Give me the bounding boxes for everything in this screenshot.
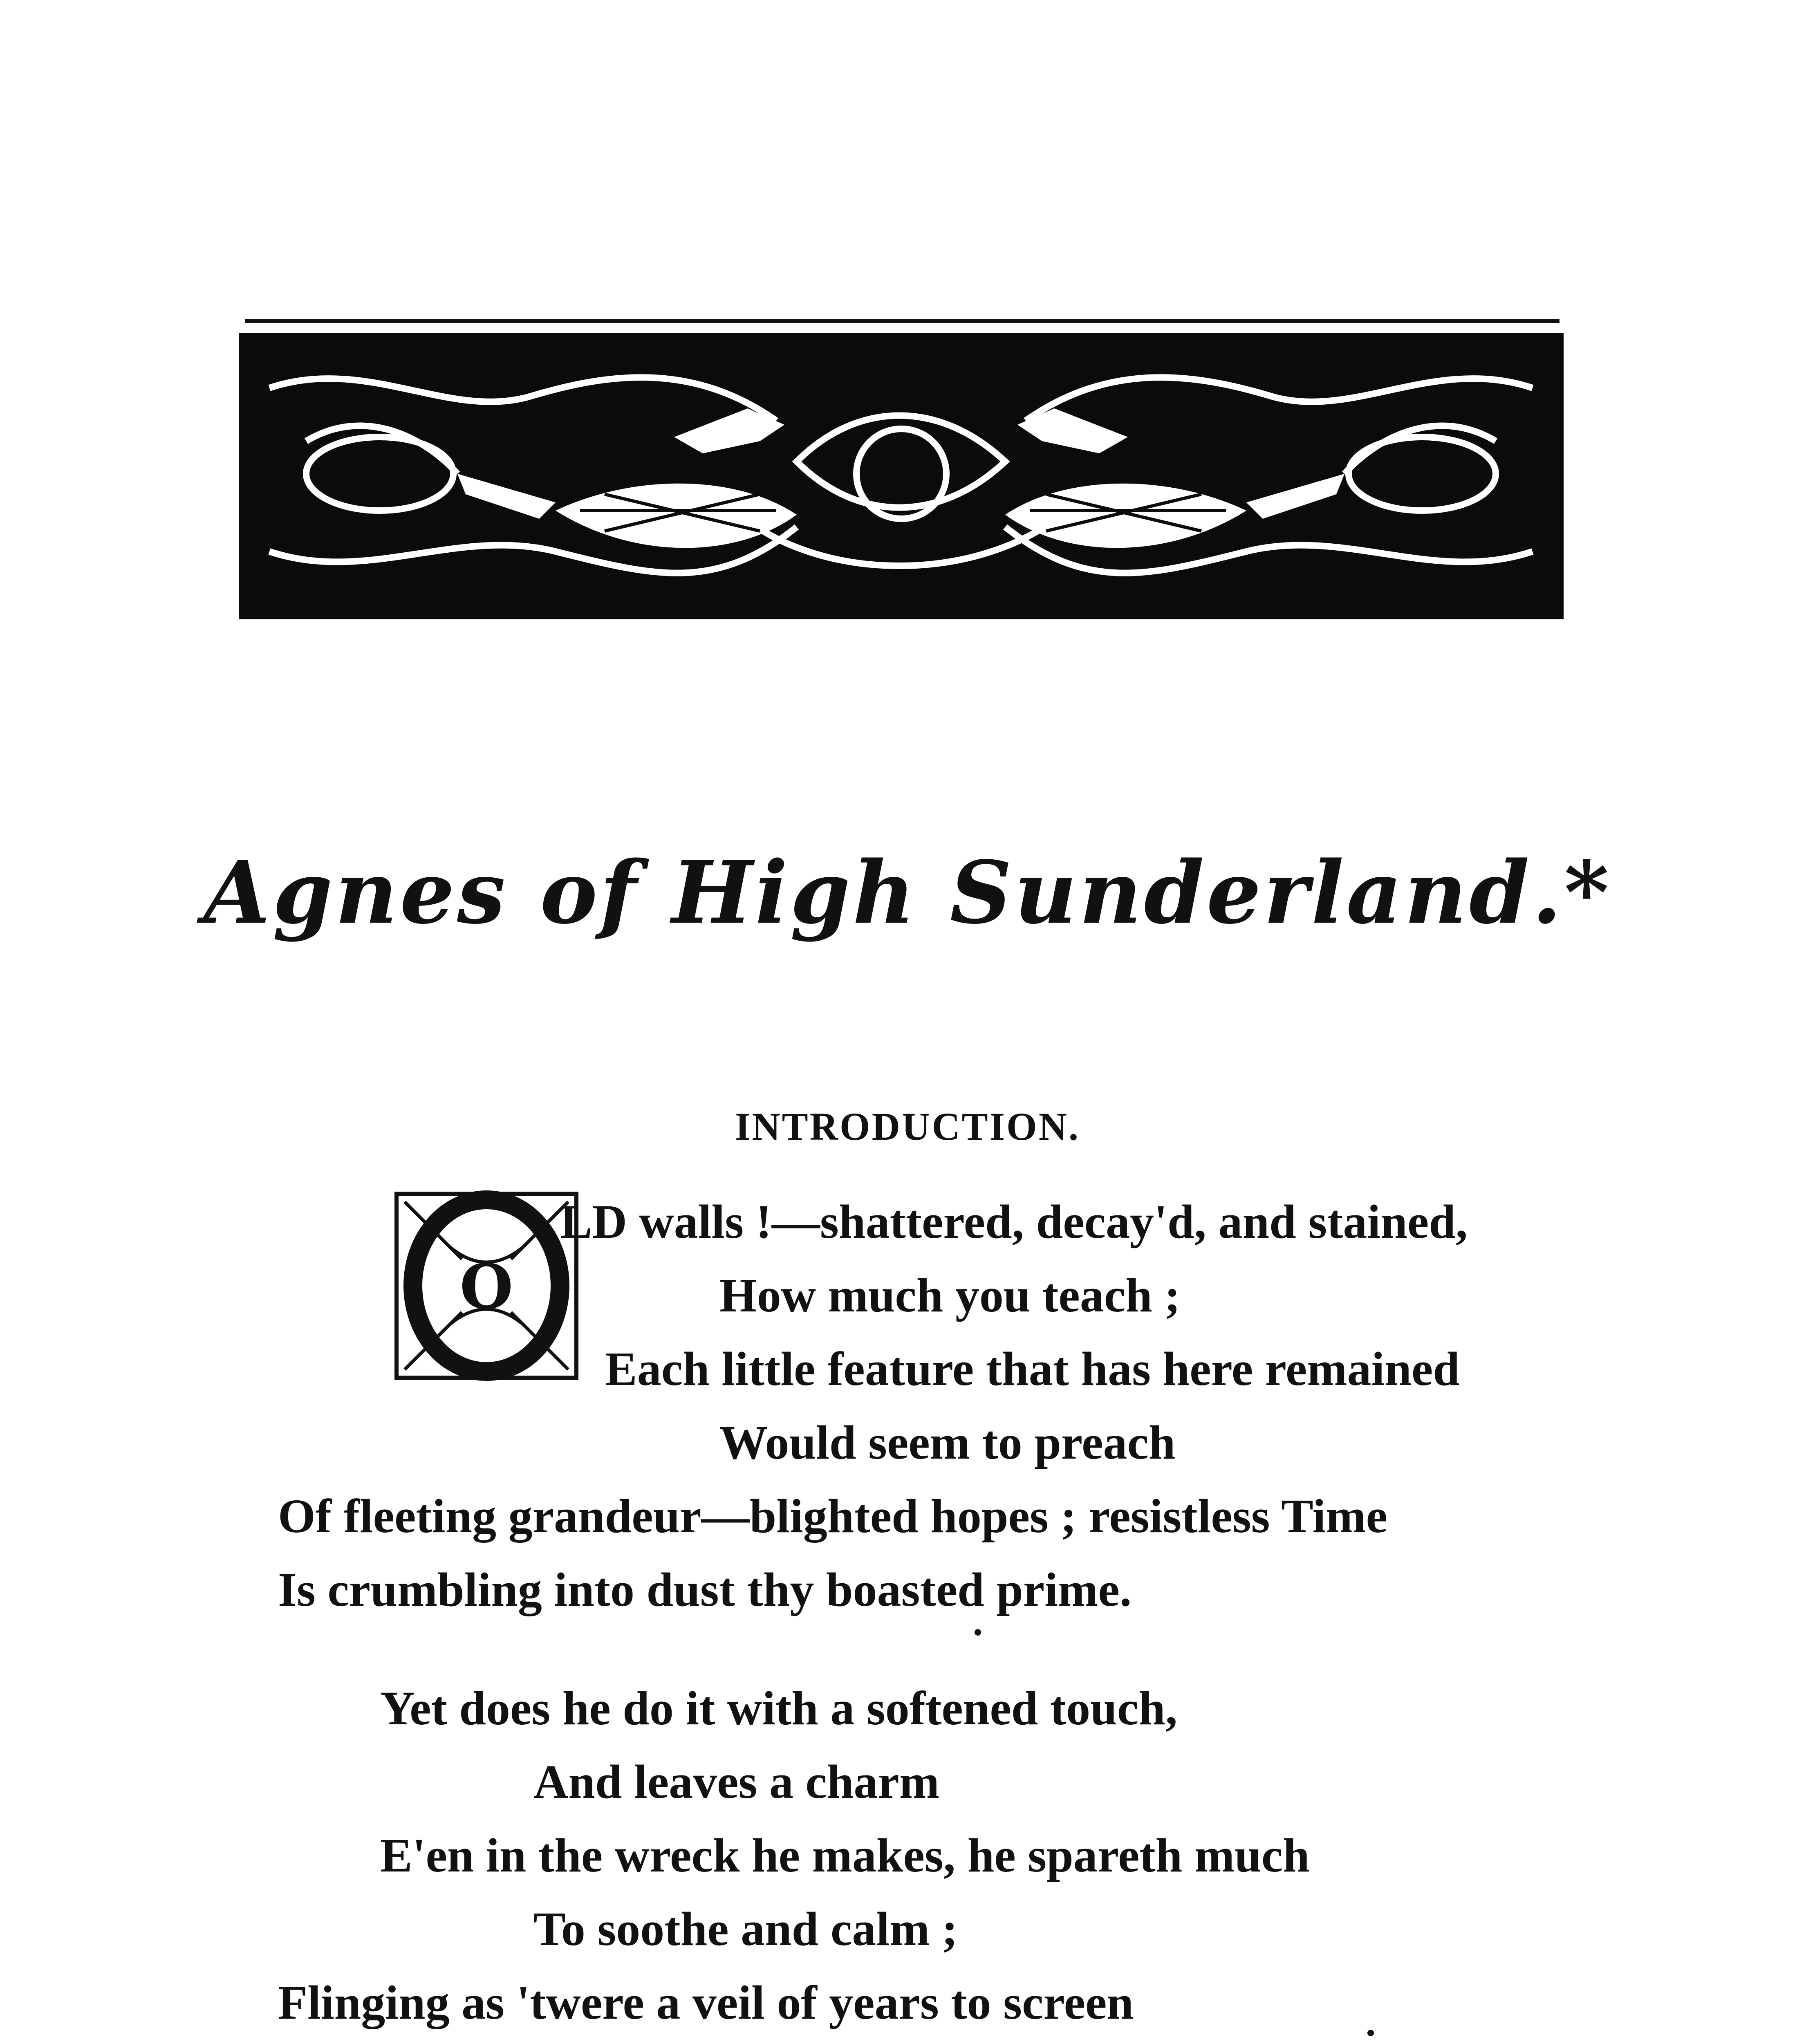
section-heading: INTRODUCTION.	[735, 1105, 1080, 1148]
verse-line: Of fleeting grandeur—blighted hopes ; resistless Time	[278, 1489, 1387, 1543]
verse-line: Is crumbling into dust thy boasted prime.	[278, 1563, 1132, 1616]
verse-line: Flinging as 'twere a veil of years to screen	[278, 1976, 1134, 2029]
stanza-break-dot	[975, 1629, 981, 1636]
dropcap-letter: O	[459, 1251, 513, 1323]
verse-line: Yet does he do it with a softened touch,	[380, 1681, 1178, 1735]
verse-line: To soothe and calm ;	[533, 1902, 958, 1956]
ornamental-headpiece	[239, 333, 1564, 619]
verse-line: Each little feature that has here remained	[605, 1342, 1460, 1396]
verse-line: E'en in the wreck he makes, he spareth much	[380, 1829, 1310, 1882]
verse-line: And leaves a charm	[533, 1755, 940, 1809]
verse-line: LD walls !—shattered, decay'd, and stained,	[560, 1195, 1468, 1248]
page-title: Agnes of High Sunderland.*	[203, 842, 1612, 943]
verse-line: How much you teach ;	[719, 1269, 1181, 1322]
stray-ink-dot	[1367, 2030, 1374, 2036]
top-rule	[245, 319, 1560, 323]
knotwork-birds-icon	[245, 339, 1558, 614]
verse-line: Would seem to preach	[719, 1416, 1176, 1469]
